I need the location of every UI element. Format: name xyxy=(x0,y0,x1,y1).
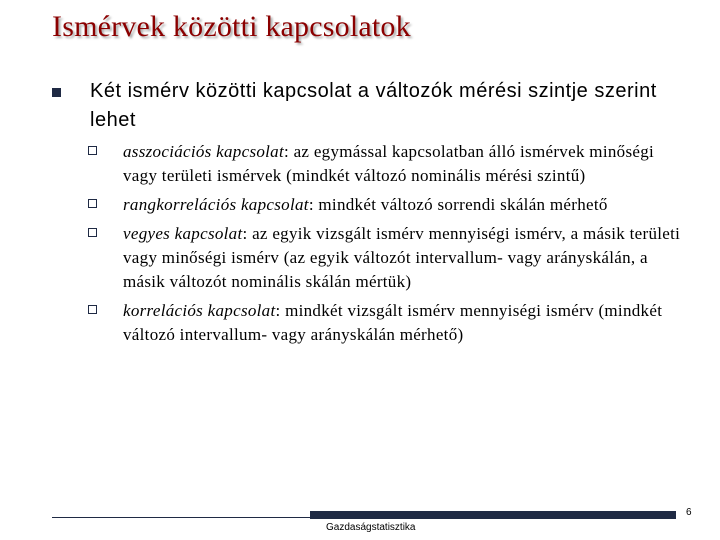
term-description: : az egymással kapcsolatban álló ismérvek minőségi vagy területi ismérvek (mindkét változó nominális mérési szintű) xyxy=(123,142,655,185)
term-label: asszociációs kapcsolat xyxy=(123,142,285,161)
sub-bullet-item xyxy=(84,193,684,217)
term-description: : mindkét vizsgált ismérv mennyiségi ismérv (mindkét változó intervallum- vagy arányskálán mérhető) xyxy=(123,301,663,344)
slide-title: Ismérvek közötti kapcsolatok xyxy=(52,10,411,43)
hollow-square-bullet-icon xyxy=(88,146,97,155)
hollow-square-bullet-icon xyxy=(88,305,97,314)
sub-bullet-list xyxy=(84,140,684,352)
term-label: rangkorrelációs kapcsolat xyxy=(123,195,309,214)
sub-bullet-item xyxy=(84,299,684,347)
term-description: : mindkét változó sorrendi skálán mérhető xyxy=(308,195,608,214)
page-number: 6 xyxy=(686,507,692,518)
main-bullet-text: Két ismérv közötti kapcsolat a változók mérési szintje szerint lehet xyxy=(90,80,657,131)
hollow-square-bullet-icon xyxy=(88,199,97,208)
square-bullet-icon xyxy=(52,88,61,97)
hollow-square-bullet-icon xyxy=(88,228,97,237)
sub-bullet-item xyxy=(84,140,684,188)
term-description: : az egyik vizsgált ismérv mennyiségi ismérv, a másik területi vagy minőségi ismérv (az egyik változót intervallum- vagy arányskálán, a másik változót nominális skálán mértük) xyxy=(123,224,681,291)
footer-accent-bar xyxy=(310,511,676,519)
sub-bullet-item xyxy=(84,222,684,294)
term-label: vegyes kapcsolat xyxy=(123,224,243,243)
footer-text: Gazdaságstatisztika xyxy=(326,522,416,533)
term-label: korrelációs kapcsolat xyxy=(123,301,276,320)
